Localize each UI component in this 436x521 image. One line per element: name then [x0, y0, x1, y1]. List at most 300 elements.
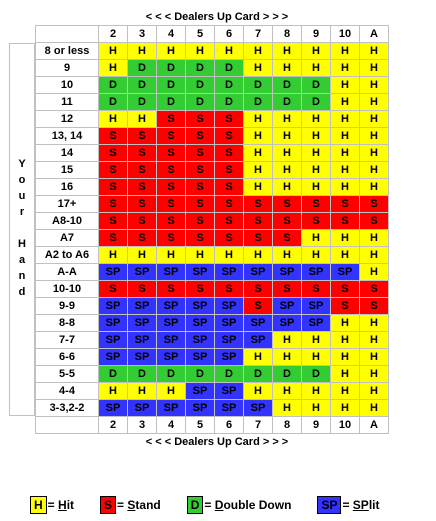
action-cell: H — [360, 111, 388, 127]
corner-cell — [36, 417, 98, 433]
hand-row — [36, 247, 388, 263]
action-cell: H — [331, 128, 359, 144]
action-cell: S — [302, 196, 330, 212]
action-cell: S — [215, 162, 243, 178]
action-cell: D — [215, 366, 243, 382]
hand-row — [36, 281, 388, 297]
action-cell: H — [273, 111, 301, 127]
dealer-card-5: 5 — [186, 417, 214, 433]
action-cell: D — [302, 366, 330, 382]
legend-swatch: H — [30, 496, 47, 514]
action-cell: D — [273, 366, 301, 382]
action-cell: H — [128, 247, 156, 263]
dealer-card-A: A — [360, 417, 388, 433]
hand-label: 14 — [36, 145, 98, 161]
hand-row — [36, 366, 388, 382]
legend-initial: S — [127, 498, 136, 512]
action-cell: H — [360, 332, 388, 348]
hand-row — [36, 332, 388, 348]
dealer-card-A: A — [360, 26, 388, 42]
side-letter: a — [18, 253, 26, 266]
action-cell: S — [302, 213, 330, 229]
action-cell: H — [331, 349, 359, 365]
action-cell: S — [331, 213, 359, 229]
action-cell: H — [99, 247, 127, 263]
action-cell: D — [244, 94, 272, 110]
action-cell: H — [273, 43, 301, 59]
action-cell: D — [244, 366, 272, 382]
action-cell: D — [128, 60, 156, 76]
action-cell: S — [273, 213, 301, 229]
side-letter: Y — [18, 157, 26, 170]
action-cell: D — [99, 77, 127, 93]
action-cell: S — [99, 145, 127, 161]
action-cell: SP — [128, 400, 156, 416]
action-cell: SP — [186, 332, 214, 348]
hand-label: 4-4 — [36, 383, 98, 399]
action-cell: SP — [244, 400, 272, 416]
action-cell: H — [302, 349, 330, 365]
action-cell: S — [186, 196, 214, 212]
action-cell: S — [186, 281, 214, 297]
action-cell: S — [244, 196, 272, 212]
action-cell: H — [360, 349, 388, 365]
action-cell: H — [273, 400, 301, 416]
action-cell: H — [99, 43, 127, 59]
hand-label: A7 — [36, 230, 98, 246]
action-cell: H — [331, 179, 359, 195]
action-cell: H — [244, 60, 272, 76]
action-cell: D — [186, 366, 214, 382]
action-cell: SP — [215, 298, 243, 314]
hand-label: 10-10 — [36, 281, 98, 297]
action-cell: H — [360, 264, 388, 280]
action-cell: S — [157, 281, 185, 297]
side-letter: H — [18, 237, 26, 250]
action-cell: SP — [244, 332, 272, 348]
action-cell: H — [360, 315, 388, 331]
action-cell: S — [128, 128, 156, 144]
action-cell: H — [302, 383, 330, 399]
action-cell: H — [331, 60, 359, 76]
action-cell: S — [186, 145, 214, 161]
action-cell: S — [215, 230, 243, 246]
action-cell: SP — [215, 264, 243, 280]
dealer-card-6: 6 — [215, 417, 243, 433]
dealer-card-7: 7 — [244, 417, 272, 433]
hand-row — [36, 128, 388, 144]
action-cell: H — [360, 366, 388, 382]
header-row-top — [36, 26, 388, 42]
dealer-card-4: 4 — [157, 26, 185, 42]
action-cell: H — [360, 162, 388, 178]
action-cell: S — [273, 230, 301, 246]
action-cell: D — [186, 94, 214, 110]
action-cell: D — [186, 77, 214, 93]
action-cell: S — [157, 179, 185, 195]
action-cell: H — [273, 145, 301, 161]
action-cell: SP — [186, 298, 214, 314]
hand-label: 15 — [36, 162, 98, 178]
legend-item-s — [100, 496, 161, 514]
action-cell: S — [157, 162, 185, 178]
action-cell: H — [273, 247, 301, 263]
action-cell: H — [273, 162, 301, 178]
action-cell: H — [331, 332, 359, 348]
dealer-card-10: 10 — [331, 417, 359, 433]
hand-label: 6-6 — [36, 349, 98, 365]
action-cell: SP — [157, 349, 185, 365]
legend-item-sp — [317, 496, 379, 514]
action-cell: H — [215, 43, 243, 59]
side-letter: r — [19, 205, 25, 218]
action-cell: H — [273, 332, 301, 348]
action-cell: H — [128, 111, 156, 127]
hand-row — [36, 43, 388, 59]
legend-sep: = — [117, 498, 128, 512]
action-cell: S — [244, 298, 272, 314]
action-cell: SP — [157, 400, 185, 416]
action-cell: D — [128, 77, 156, 93]
side-letter: o — [18, 173, 26, 186]
hand-row — [36, 349, 388, 365]
bottom-title: < < < Dealers Up Card > > > — [9, 434, 425, 450]
action-cell: H — [331, 111, 359, 127]
hand-row — [36, 60, 388, 76]
action-cell: S — [128, 196, 156, 212]
action-cell: H — [302, 400, 330, 416]
hand-row — [36, 94, 388, 110]
action-cell: S — [215, 145, 243, 161]
dealer-card-8: 8 — [273, 417, 301, 433]
hand-row — [36, 298, 388, 314]
action-cell: S — [331, 281, 359, 297]
corner-cell — [36, 26, 98, 42]
action-cell: S — [157, 196, 185, 212]
action-cell: SP — [99, 349, 127, 365]
action-cell: H — [215, 247, 243, 263]
action-cell: H — [302, 179, 330, 195]
action-cell: H — [360, 247, 388, 263]
action-cell: SP — [215, 332, 243, 348]
hand-label: 7-7 — [36, 332, 98, 348]
action-cell: S — [186, 213, 214, 229]
action-cell: SP — [186, 315, 214, 331]
hand-label: 5-5 — [36, 366, 98, 382]
action-cell: SP — [186, 349, 214, 365]
action-cell: SP — [215, 349, 243, 365]
action-cell: S — [99, 196, 127, 212]
action-cell: D — [186, 60, 214, 76]
action-cell: H — [331, 400, 359, 416]
your-hand-label — [9, 43, 35, 416]
action-cell: SP — [215, 400, 243, 416]
action-cell: D — [157, 60, 185, 76]
hand-row — [36, 400, 388, 416]
action-cell: H — [99, 111, 127, 127]
action-cell: H — [273, 60, 301, 76]
action-cell: S — [157, 128, 185, 144]
action-cell: H — [331, 162, 359, 178]
action-cell: SP — [302, 315, 330, 331]
action-cell: D — [302, 77, 330, 93]
legend-text: tand — [135, 498, 161, 512]
action-cell: H — [157, 383, 185, 399]
action-cell: SP — [157, 332, 185, 348]
legend-swatch: SP — [317, 496, 341, 514]
legend-initial: D — [214, 498, 224, 512]
action-cell: S — [99, 213, 127, 229]
action-cell: S — [128, 145, 156, 161]
action-cell: H — [157, 43, 185, 59]
action-cell: H — [331, 145, 359, 161]
dealer-card-2: 2 — [99, 26, 127, 42]
action-cell: H — [360, 230, 388, 246]
hand-label: 13, 14 — [36, 128, 98, 144]
action-cell: SP — [302, 298, 330, 314]
dealer-card-5: 5 — [186, 26, 214, 42]
action-cell: H — [273, 179, 301, 195]
hand-row — [36, 145, 388, 161]
action-cell: S — [128, 179, 156, 195]
action-cell: H — [360, 94, 388, 110]
action-cell: H — [244, 145, 272, 161]
action-cell: SP — [186, 264, 214, 280]
header-row-bottom — [36, 417, 388, 433]
hand-label: 8-8 — [36, 315, 98, 331]
action-cell: S — [331, 196, 359, 212]
action-cell: SP — [244, 315, 272, 331]
hand-row — [36, 162, 388, 178]
hand-label: 16 — [36, 179, 98, 195]
action-cell: D — [215, 77, 243, 93]
action-cell: S — [360, 298, 388, 314]
action-cell: S — [244, 213, 272, 229]
action-cell: D — [244, 77, 272, 93]
action-cell: S — [99, 162, 127, 178]
action-cell: SP — [302, 264, 330, 280]
dealer-card-10: 10 — [331, 26, 359, 42]
legend — [30, 496, 410, 514]
action-cell: H — [157, 247, 185, 263]
legend-sep: = — [47, 498, 59, 512]
hand-row — [36, 213, 388, 229]
action-cell: D — [215, 94, 243, 110]
action-cell: S — [331, 298, 359, 314]
action-cell: D — [273, 94, 301, 110]
action-cell: SP — [186, 400, 214, 416]
action-cell: SP — [99, 298, 127, 314]
action-cell: S — [186, 230, 214, 246]
action-cell: SP — [128, 315, 156, 331]
hand-label: 9-9 — [36, 298, 98, 314]
hand-label: 3-3,2-2 — [36, 400, 98, 416]
hand-row — [36, 111, 388, 127]
dealer-card-7: 7 — [244, 26, 272, 42]
action-cell: S — [157, 145, 185, 161]
action-cell: H — [360, 43, 388, 59]
action-cell: SP — [215, 315, 243, 331]
hand-label: 8 or less — [36, 43, 98, 59]
hand-label: 17+ — [36, 196, 98, 212]
legend-text: ouble Down — [223, 498, 292, 512]
action-cell: H — [244, 179, 272, 195]
hand-row — [36, 383, 388, 399]
action-cell: S — [360, 281, 388, 297]
action-cell: H — [273, 349, 301, 365]
action-cell: S — [215, 196, 243, 212]
dealer-card-4: 4 — [157, 417, 185, 433]
action-cell: H — [360, 179, 388, 195]
action-cell: H — [186, 43, 214, 59]
dealer-card-9: 9 — [302, 26, 330, 42]
action-cell: H — [99, 383, 127, 399]
legend-text: lit — [368, 498, 380, 512]
hand-row — [36, 230, 388, 246]
legend-swatch: S — [100, 496, 116, 514]
action-cell: S — [99, 128, 127, 144]
action-cell: SP — [244, 264, 272, 280]
action-cell: H — [244, 128, 272, 144]
action-cell: H — [302, 230, 330, 246]
action-cell: S — [215, 213, 243, 229]
action-cell: SP — [273, 315, 301, 331]
action-cell: H — [302, 332, 330, 348]
dealer-card-3: 3 — [128, 26, 156, 42]
action-cell: D — [302, 94, 330, 110]
action-cell: H — [331, 94, 359, 110]
hand-row — [36, 77, 388, 93]
action-cell: S — [157, 111, 185, 127]
hand-row — [36, 315, 388, 331]
action-cell: H — [244, 43, 272, 59]
action-cell: S — [128, 162, 156, 178]
action-cell: D — [157, 94, 185, 110]
action-cell: D — [157, 77, 185, 93]
action-cell: S — [128, 230, 156, 246]
action-cell: S — [273, 281, 301, 297]
hand-label: 11 — [36, 94, 98, 110]
dealer-card-3: 3 — [128, 417, 156, 433]
action-cell: H — [244, 349, 272, 365]
action-cell: D — [273, 77, 301, 93]
action-cell: S — [215, 128, 243, 144]
action-cell: SP — [99, 264, 127, 280]
action-cell: S — [244, 230, 272, 246]
action-cell: H — [331, 43, 359, 59]
action-cell: S — [273, 196, 301, 212]
action-cell: S — [186, 111, 214, 127]
action-cell: H — [302, 145, 330, 161]
hand-label: A-A — [36, 264, 98, 280]
action-cell: H — [302, 162, 330, 178]
legend-item-d — [187, 496, 292, 514]
dealer-card-2: 2 — [99, 417, 127, 433]
action-cell: SP — [273, 264, 301, 280]
action-cell: H — [360, 400, 388, 416]
action-cell: SP — [128, 349, 156, 365]
action-cell: S — [99, 230, 127, 246]
action-cell: SP — [215, 383, 243, 399]
action-cell: H — [331, 230, 359, 246]
action-cell: H — [302, 247, 330, 263]
action-cell: SP — [186, 383, 214, 399]
action-cell: D — [128, 94, 156, 110]
action-cell: H — [360, 383, 388, 399]
action-cell: S — [360, 196, 388, 212]
top-title: < < < Dealers Up Card > > > — [9, 9, 425, 25]
strategy-table — [35, 25, 389, 434]
action-cell: SP — [157, 315, 185, 331]
action-cell: SP — [99, 315, 127, 331]
action-cell: S — [99, 281, 127, 297]
action-cell: H — [302, 111, 330, 127]
action-cell: H — [302, 60, 330, 76]
action-cell: H — [128, 43, 156, 59]
hand-row — [36, 179, 388, 195]
action-cell: S — [215, 281, 243, 297]
legend-sep: = — [342, 498, 353, 512]
action-cell: D — [99, 366, 127, 382]
action-cell: H — [244, 162, 272, 178]
action-cell: SP — [331, 264, 359, 280]
hand-label: 10 — [36, 77, 98, 93]
action-cell: H — [99, 60, 127, 76]
action-cell: D — [99, 94, 127, 110]
action-cell: S — [186, 179, 214, 195]
action-cell: SP — [128, 298, 156, 314]
legend-swatch: D — [187, 496, 204, 514]
action-cell: D — [157, 366, 185, 382]
action-cell: SP — [273, 298, 301, 314]
action-cell: S — [157, 213, 185, 229]
action-cell: H — [331, 383, 359, 399]
action-cell: S — [215, 111, 243, 127]
strategy-chart — [9, 9, 425, 450]
action-cell: S — [302, 281, 330, 297]
hand-label: 9 — [36, 60, 98, 76]
legend-sep: = — [204, 498, 215, 512]
side-letter: u — [18, 189, 26, 202]
action-cell: H — [128, 383, 156, 399]
action-cell: H — [360, 145, 388, 161]
action-cell: S — [360, 213, 388, 229]
hand-row — [36, 196, 388, 212]
action-cell: SP — [128, 332, 156, 348]
legend-initial: H — [58, 498, 67, 512]
legend-text: it — [66, 498, 75, 512]
action-cell: H — [273, 383, 301, 399]
action-cell: S — [215, 179, 243, 195]
action-cell: SP — [128, 264, 156, 280]
hand-row — [36, 264, 388, 280]
legend-initial: SP — [352, 498, 369, 512]
hand-label: 12 — [36, 111, 98, 127]
action-cell: S — [128, 281, 156, 297]
dealer-card-9: 9 — [302, 417, 330, 433]
action-cell: S — [128, 213, 156, 229]
hand-label: A8-10 — [36, 213, 98, 229]
action-cell: H — [302, 128, 330, 144]
side-letter: n — [18, 269, 26, 282]
dealer-card-8: 8 — [273, 26, 301, 42]
action-cell: H — [331, 247, 359, 263]
side-letter: d — [18, 285, 26, 298]
action-cell: S — [99, 179, 127, 195]
dealer-card-6: 6 — [215, 26, 243, 42]
action-cell: S — [244, 281, 272, 297]
action-cell: SP — [157, 264, 185, 280]
